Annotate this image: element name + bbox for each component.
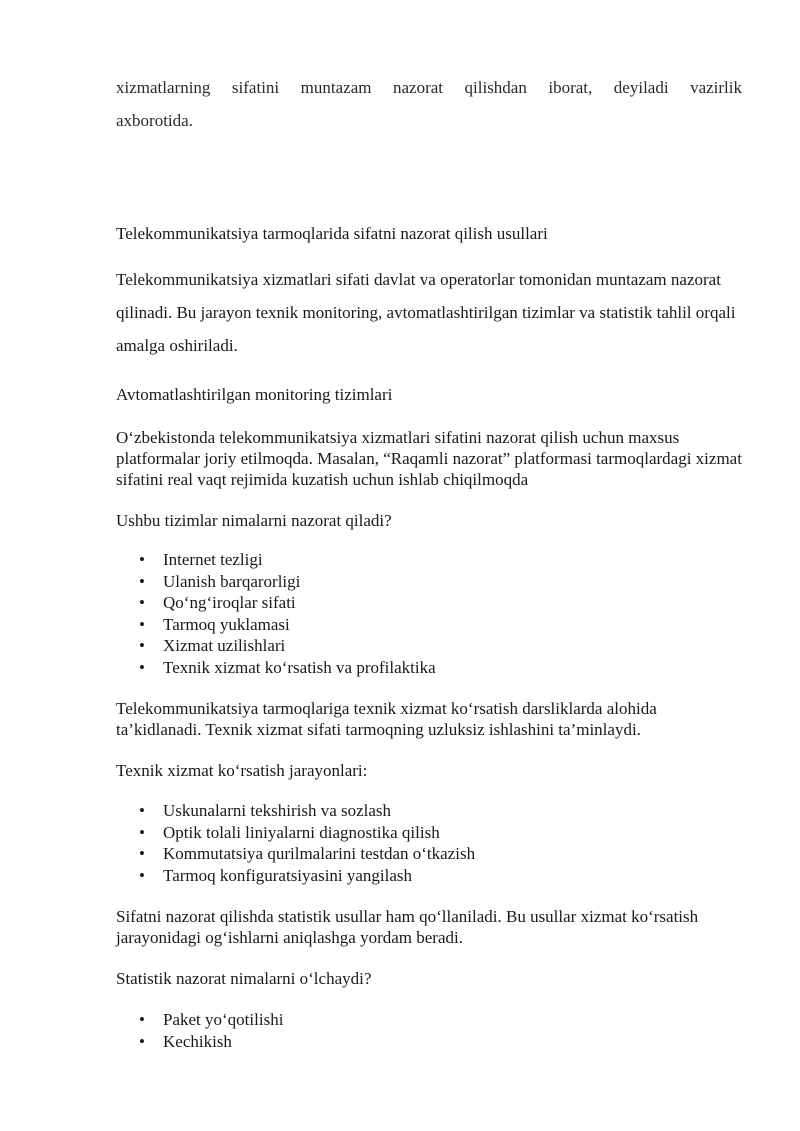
question-statistics: Statistik nazorat nimalarni o‘lchaydi? [116,969,372,988]
list-item: • Kechikish [139,1031,232,1051]
list-item: • Tarmoq konfiguratsiyasini yangilash [139,865,413,885]
list-item: • Internet tezligi [139,550,263,569]
bullet-icon: • [139,614,145,634]
list-item: • Ulanish barqarorligi [139,571,301,591]
bullet-icon: • [139,593,145,612]
list-item: • Paket yo‘qotilishi [139,1010,284,1029]
intro-line-1: xizmatlarning sifatini muntazam nazorat qilishdan iborat, deyiladi vazirlik [116,78,742,97]
bullet-icon: • [139,636,145,655]
list-item: • Kommutatsiya qurilmalarini testdan o‘tkazish [139,844,476,863]
paragraph-statistics: Sifatni nazorat qilishda statistik usullar ham qo‘llaniladi. Bu usullar xizmat ko‘rsatish jarayonidagi og‘ishlarni aniqlashga yordam beradi. [116,907,699,947]
paragraph-monitoring-platforms: O‘zbekistonda telekommunikatsiya xizmatlari sifatini nazorat qilish uchun maxsus platformalar joriy etilmoqda. Masalan, “Raqamli nazorat” platformasi tarmoqlardagi xizmat sifatini real vaqt rejimida kuzatish uchun ishlab chiqilmoqda [116,428,742,489]
bullet-icon: • [139,844,145,863]
paragraph-quality-control: Telekommunikatsiya xizmatlari sifati davlat va operatorlar tomonidan muntazam nazorat qilinadi. Bu jarayon texnik monitoring, avtomatlashtirilgan tizimlar va statistik tahlil orqali amalga oshiriladi. [116,270,736,355]
paragraph-maintenance: Telekommunikatsiya tarmoqlariga texnik xizmat ko‘rsatish darsliklarda alohida ta’kidlanadi. Texnik xizmat sifati tarmoqning uzluksiz ishlashini ta’minlaydi. [116,699,657,739]
list-item: • Optik tolali liniyalarni diagnostika qilish [139,822,440,842]
bullet-icon: • [139,1010,145,1029]
bullet-icon: • [139,865,145,885]
list-monitoring-items [116,549,436,678]
intro-paragraph [116,71,742,137]
bullet-icon: • [139,657,145,677]
intro-line-2: axborotida. [116,111,193,130]
list-statistics-items [116,1009,283,1052]
section-heading-monitoring-systems: Avtomatlashtirilgan monitoring tizimlari [116,385,393,404]
list-item: • Tarmoq yuklamasi [139,614,290,634]
question-maintenance: Texnik xizmat ko‘rsatish jarayonlari: [116,761,368,780]
list-item: • Texnik xizmat ko‘rsatish va profilaktika [139,657,436,677]
bullet-icon: • [139,1031,145,1051]
bullet-icon: • [139,801,145,820]
section-heading-quality-methods: Telekommunikatsiya tarmoqlarida sifatni nazorat qilish usullari [116,224,548,243]
bullet-icon: • [139,550,145,569]
list-item: • Uskunalarni tekshirish va sozlash [139,801,392,820]
question-monitoring: Ushbu tizimlar nimalarni nazorat qiladi? [116,511,392,530]
bullet-icon: • [139,822,145,842]
list-item: • Xizmat uzilishlari [139,636,286,655]
list-item: • Qo‘ng‘iroqlar sifati [139,593,296,612]
list-maintenance-items [116,800,475,886]
bullet-icon: • [139,571,145,591]
